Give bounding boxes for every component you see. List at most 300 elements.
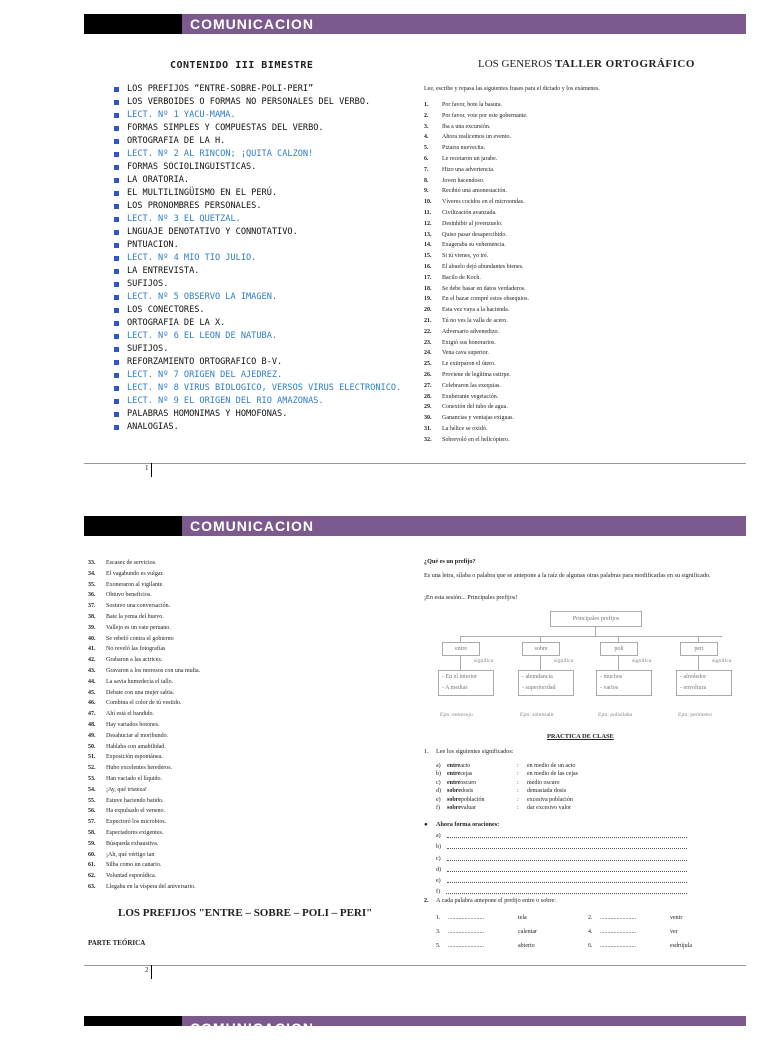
- toc-item-label: REFORZAMIENTO ORTOGRAFICO B-V.: [127, 357, 283, 367]
- toc-item-label: FORMAS SOCIOLINGUISTICAS.: [127, 162, 257, 172]
- phrase-number: 62.: [88, 873, 96, 880]
- phrase-item: [88, 644, 200, 655]
- ex1-word: [447, 804, 517, 812]
- phrase-text: Espectadores exigentes.: [106, 829, 164, 836]
- diagram-connector: [540, 655, 541, 670]
- toc-item-label: ORTOGRAFIA DE LA X.: [127, 318, 226, 328]
- toc-item: [114, 356, 401, 369]
- diagram-significa: significa: [474, 658, 494, 664]
- diagram-connector: [595, 626, 596, 636]
- oracion-line: [436, 854, 687, 865]
- phrase-item: [88, 742, 200, 753]
- toc-item-label: LECT. Nº 2 AL RINCON; ¡QUITA CALZON!: [127, 149, 314, 159]
- ex1-letter: e): [436, 796, 441, 803]
- phrase-number: 43.: [88, 667, 96, 674]
- toc-item-label: PALABRAS HOMONIMAS Y HOMOFONAS.: [127, 409, 288, 419]
- toc-item-label: LOS VERBOIDES O FORMAS NO PERSONALES DEL VERBO.: [127, 97, 371, 107]
- bullet-square-icon: [114, 360, 119, 365]
- bullet-square-icon: [114, 412, 119, 417]
- ex1-meaning: medio oscuro: [527, 779, 560, 786]
- phrase-text: Bate la yema del huevo.: [106, 613, 164, 620]
- diagram-connector: [460, 655, 461, 670]
- ex1-letter: d): [436, 788, 441, 795]
- ex2-word: abierto: [518, 943, 535, 949]
- ex1-colon: :: [517, 796, 519, 803]
- phrase-text: El abuelo dejó abundantes bienes.: [442, 263, 524, 270]
- ex1-item: [436, 787, 578, 795]
- ex1-item: [436, 804, 578, 812]
- page3-header: [84, 1016, 746, 1036]
- phrase-number: 55.: [88, 797, 96, 804]
- header-black-block: [84, 516, 182, 536]
- phrase-number: 40.: [88, 635, 96, 642]
- diagram-significa: significa: [712, 658, 732, 664]
- prefijo-definition: Es una letra, sílaba o palabra que se antepone a la raíz de algunas otras palabras para modificarlas en su significado.: [424, 572, 711, 579]
- phrase-number: 53.: [88, 775, 96, 782]
- phrase-number: 36.: [88, 592, 96, 599]
- phrase-number: 54.: [88, 786, 96, 793]
- bullet-square-icon: [114, 347, 119, 352]
- ex2-title: A cada palabra antepone el prefijo entre o sobre:: [436, 897, 556, 904]
- ex1-number: 1.: [424, 748, 429, 755]
- phrase-item: [424, 338, 529, 349]
- phrase-number: 30.: [424, 415, 432, 422]
- phrase-item: [88, 612, 200, 623]
- toc-item: [114, 382, 401, 395]
- ex2-number: 1.: [436, 915, 441, 921]
- ex2-word: venir: [670, 915, 683, 921]
- phrase-item: [424, 381, 529, 392]
- ex1-meaning: en medio de las cejas: [527, 771, 578, 778]
- toc-item: [114, 330, 401, 343]
- toc-item: [114, 291, 401, 304]
- bullet-square-icon: [114, 308, 119, 313]
- toc-item-label: LECT. Nº 7 ORIGEN DEL AJEDREZ.: [127, 370, 283, 380]
- ex2-number: 5.: [436, 943, 441, 949]
- bullet-square-icon: [114, 399, 119, 404]
- bullet-square-icon: [114, 282, 119, 287]
- oraciones-title: Ahora forma oraciones:: [436, 821, 500, 828]
- phrase-number: 27.: [424, 382, 432, 389]
- phrase-text: Ahora realicemos un evento.: [442, 134, 511, 141]
- bullet-square-icon: [114, 139, 119, 144]
- oracion-blank: [447, 842, 687, 849]
- phrase-item: [88, 698, 200, 709]
- toc-item: [114, 317, 401, 330]
- ex1-title: Lee los siguientes significados:: [436, 748, 514, 755]
- toc-item-label: LOS PREFIJOS “ENTRE-SOBRE-POLI-PERI”: [127, 84, 314, 94]
- ex2-blank: ........................: [600, 943, 636, 949]
- diagram-significa: significa: [632, 658, 652, 664]
- sesion-text: ¡En esta sesión... Principales prefijos!: [424, 594, 518, 601]
- ex1-meaning: en medio de un acto: [527, 763, 576, 769]
- oraciones-list: [436, 831, 687, 899]
- phrase-number: 38.: [88, 613, 96, 620]
- diagram-meaning: - alrededor: [680, 674, 707, 680]
- phrase-item: [88, 806, 200, 817]
- ex2-word: esdrújula: [670, 943, 692, 949]
- phrase-text: Si tú vienes, yo iré.: [442, 253, 489, 260]
- header-title: COMUNICACION: [182, 516, 746, 536]
- ex1-letter: b): [436, 771, 441, 778]
- phrase-number: 39.: [88, 624, 96, 631]
- phrase-text: Gravaron a los morosos con una multa.: [106, 667, 201, 674]
- toc-item: [114, 252, 401, 265]
- diagram-prefix-box: peri: [680, 642, 718, 656]
- phrase-item: [424, 370, 529, 381]
- phrase-item: [424, 240, 529, 251]
- toc-item: [114, 148, 401, 161]
- ex1-prefix: entre: [447, 779, 461, 786]
- phrase-number: 29.: [424, 404, 432, 411]
- phrase-number: 49.: [88, 732, 96, 739]
- page-number: 1: [145, 464, 149, 472]
- phrase-text: Silba como un canario.: [106, 862, 162, 869]
- phrase-text: Le recetaron un jarabe.: [442, 155, 498, 162]
- ex1-prefix: entre: [447, 763, 461, 769]
- phrases-list-1: [424, 100, 529, 446]
- phrase-text: Tú no ves la valla de acero.: [442, 317, 508, 324]
- phrase-text: Sostuvo una conversación.: [106, 603, 171, 610]
- phrase-number: 22.: [424, 328, 432, 335]
- toc-item-label: LA ENTREVISTA.: [127, 266, 200, 276]
- phrase-item: [424, 348, 529, 359]
- ex1-colon: :: [517, 779, 519, 786]
- oracion-letter: e): [436, 878, 441, 885]
- phrase-item: [424, 251, 529, 262]
- phrase-text: Se debe basar en datos verdaderos.: [442, 285, 526, 292]
- ex1-word: [447, 762, 517, 770]
- phrase-item: [424, 111, 529, 122]
- ex2-word: tela: [518, 915, 527, 921]
- toc-item: [114, 421, 401, 434]
- phrase-item: [424, 197, 529, 208]
- toc-item-label: ANALOGIAS.: [127, 422, 179, 432]
- phrase-item: [88, 752, 200, 763]
- toc-item: [114, 343, 401, 356]
- toc-item: [114, 239, 401, 252]
- phrase-text: Búsqueda exhaustiva.: [106, 840, 159, 847]
- phrase-number: 8.: [424, 177, 429, 184]
- bullet-square-icon: [114, 230, 119, 235]
- phrase-item: [88, 731, 200, 742]
- toc-item-label: LOS PRONOMBRES PERSONALES.: [127, 201, 262, 211]
- phrase-text: En el bazar compré estos obsequios.: [442, 296, 529, 303]
- phrase-item: [424, 359, 529, 370]
- phrase-text: Pizarra nuevecita.: [442, 145, 485, 152]
- toc-item: [114, 304, 401, 317]
- toc-item: [114, 161, 401, 174]
- phrase-text: Por favor, vote por este gobernante.: [442, 112, 528, 119]
- oracion-blank: [447, 854, 687, 861]
- phrase-number: 15.: [424, 253, 432, 260]
- bullet-square-icon: [114, 204, 119, 209]
- ex1-word: [447, 787, 517, 795]
- ex1-root: oscuro: [460, 779, 477, 786]
- phrase-item: [88, 677, 200, 688]
- ex1-word: [447, 796, 517, 804]
- phrase-text: La savia humedecía el tallo.: [106, 678, 174, 685]
- ex1-list: [436, 762, 578, 812]
- toc-item-label: PNTUACION.: [127, 240, 179, 250]
- oracion-line: [436, 865, 687, 876]
- diagram-meaning: - abundancia: [522, 674, 553, 680]
- phrase-number: 52.: [88, 765, 96, 772]
- phrase-number: 14.: [424, 242, 432, 249]
- ex2-blank: ........................: [448, 929, 484, 935]
- diagram-prefix-box: entre: [442, 642, 480, 656]
- phrase-number: 4.: [424, 134, 429, 141]
- toc-item-label: LA ORATORIA.: [127, 175, 190, 185]
- oracion-blank: [446, 887, 687, 894]
- toc-item: [114, 200, 401, 213]
- oracion-letter: f): [436, 889, 440, 896]
- phrase-text: Recibió una amonestación.: [442, 188, 507, 195]
- practica-de-clase: PRACTICA DE CLASE: [547, 733, 614, 740]
- bullet-square-icon: [114, 165, 119, 170]
- phrase-number: 31.: [424, 425, 432, 432]
- bullet-square-icon: [114, 295, 119, 300]
- toc-item-label: LECT. Nº 8 VIRUS BIOLOGICO, VERSOS VIRUS ELECTRONICO.: [127, 383, 402, 393]
- phrase-number: 7.: [424, 166, 429, 173]
- diagram-meaning-box: [676, 670, 732, 696]
- oracion-letter: c): [436, 855, 441, 862]
- phrase-number: 25.: [424, 361, 432, 368]
- phrase-item: [88, 580, 200, 591]
- ex2-word: calentar: [518, 929, 537, 935]
- ex1-item: [436, 796, 578, 804]
- phrase-item: [424, 132, 529, 143]
- generos-title: [478, 58, 695, 70]
- ex1-prefix: sobre: [447, 796, 461, 803]
- toc-item: [114, 226, 401, 239]
- ex2-grid: [436, 911, 720, 953]
- phrase-number: 44.: [88, 678, 96, 685]
- phrase-text: Hay variados botones.: [106, 721, 160, 728]
- phrase-item: [88, 569, 200, 580]
- phrase-item: [88, 688, 200, 699]
- phrase-item: [424, 435, 529, 446]
- phrase-text: Iba a una excursión.: [442, 123, 491, 130]
- phrase-text: Exposición espontánea.: [106, 754, 163, 761]
- que-es-prefijo: ¿Qué es un prefijo?: [424, 558, 476, 565]
- phrase-item: [424, 402, 529, 413]
- ex1-prefix: sobre: [447, 788, 461, 795]
- toc-item: [114, 83, 401, 96]
- ex1-item: [436, 770, 578, 778]
- phrase-number: 33.: [88, 560, 96, 566]
- diagram-meaning: - En el interior: [442, 674, 478, 680]
- phrase-number: 32.: [424, 436, 432, 443]
- page2-header: [84, 516, 746, 536]
- phrase-text: ¡Ay, qué tristeza!: [106, 786, 147, 793]
- toc-item-label: SUFIJOS.: [127, 279, 169, 289]
- phrase-text: Hizo una advertencia.: [442, 166, 495, 173]
- toc-item-label: LECT. Nº 6 EL LEON DE NATUBA.: [127, 331, 278, 341]
- phrase-text: Exageraba su vehemencia.: [442, 242, 506, 249]
- ex2-blank: ........................: [448, 915, 484, 921]
- phrase-item: [88, 817, 200, 828]
- phrase-text: Conexión del tubo de agua.: [442, 404, 508, 411]
- prefijos-diagram: [440, 608, 750, 726]
- ex1-root: dosis: [460, 788, 474, 795]
- phrase-number: 5.: [424, 145, 429, 152]
- phrase-item: [424, 262, 529, 273]
- prefijos-title: LOS PREFIJOS "ENTRE – SOBRE – POLI – PERI": [118, 907, 373, 919]
- phrase-number: 47.: [88, 711, 96, 718]
- bullet-square-icon: [114, 178, 119, 183]
- diagram-example: Ejm: sobresalir: [520, 712, 555, 718]
- oracion-line: [436, 842, 687, 853]
- diagram-example: Ejm: entrecejo: [440, 712, 473, 718]
- phrase-item: [424, 424, 529, 435]
- ex1-root: cejas: [460, 771, 473, 778]
- toc-item: [114, 278, 401, 291]
- bullet-square-icon: [114, 386, 119, 391]
- phrase-item: [88, 850, 200, 861]
- toc-item-label: LECT. Nº 1 YACU-MAMA.: [127, 110, 236, 120]
- diagram-meaning: - superioridad: [522, 685, 556, 691]
- phrase-item: [88, 623, 200, 634]
- phrase-text: Por favor, bote la basura.: [442, 102, 503, 108]
- ex1-colon: :: [517, 763, 519, 769]
- phrase-item: [424, 305, 529, 316]
- phrase-item: [88, 882, 200, 893]
- phrase-number: 19.: [424, 296, 432, 303]
- phrase-number: 34.: [88, 570, 96, 577]
- ex1-item: [436, 762, 578, 770]
- phrase-item: [88, 590, 200, 601]
- diagram-meaning: - muchos: [600, 674, 623, 680]
- phrase-number: 17.: [424, 274, 432, 281]
- phrase-text: Desahuciar al moribundo.: [106, 732, 169, 739]
- phrase-text: Quiso pasar desapercibido.: [442, 231, 507, 238]
- diagram-meaning: - envoltura: [680, 685, 707, 691]
- toc-item: [114, 174, 401, 187]
- diagram-connector: [460, 636, 722, 637]
- toc-item-label: LNGUAJE DENOTATIVO Y CONNOTATIVO.: [127, 227, 298, 237]
- oracion-line: [436, 876, 687, 887]
- phrase-number: 41.: [88, 646, 96, 653]
- bullet-square-icon: [114, 334, 119, 339]
- ex2-row: [436, 939, 720, 953]
- phrase-text: Le extirparon el útero.: [442, 361, 496, 368]
- phrases-list-2: [88, 558, 200, 893]
- page-number-bar: [151, 965, 152, 979]
- ex1-colon: :: [517, 771, 519, 778]
- phrase-item: [88, 655, 200, 666]
- page2-footer-line: [84, 965, 746, 966]
- toc-item-label: LECT. Nº 4 MIO TIO JULIO.: [127, 253, 257, 263]
- phrase-number: 3.: [424, 123, 429, 130]
- phrase-number: 21.: [424, 317, 432, 324]
- phrase-text: Obtuvo beneficios.: [106, 592, 152, 599]
- phrase-text: Joven hacendoso.: [442, 177, 485, 184]
- phrase-item: [88, 774, 200, 785]
- phrase-text: Estuve haciendo batido.: [106, 797, 164, 804]
- phrase-number: 6.: [424, 155, 429, 162]
- phrase-item: [88, 763, 200, 774]
- toc-item-label: SUFIJOS.: [127, 344, 169, 354]
- phrase-number: 1.: [424, 102, 429, 108]
- phrase-text: Proviene de legítima estirpe.: [442, 371, 511, 378]
- phrase-item: [424, 176, 529, 187]
- bullet-square-icon: [114, 425, 119, 430]
- phrase-item: [424, 294, 529, 305]
- header-title: COMUNICACION: [182, 14, 746, 34]
- toc-item: [114, 395, 401, 408]
- phrase-item: [424, 208, 529, 219]
- phrase-item: [424, 165, 529, 176]
- diagram-significa: significa: [554, 658, 574, 664]
- ex1-word: [447, 770, 517, 778]
- bullet-square-icon: [114, 100, 119, 105]
- ex1-meaning: dar excesivo valor: [527, 804, 571, 811]
- bullet-icon: ●: [424, 821, 428, 828]
- phrase-text: Expectoró los microbios.: [106, 819, 167, 826]
- generos-prefix: LOS GENEROS: [478, 58, 556, 70]
- bullet-square-icon: [114, 217, 119, 222]
- oracion-blank: [447, 876, 687, 883]
- phrase-text: El vagabundo es vulgar.: [106, 570, 164, 577]
- phrase-item: [424, 154, 529, 165]
- phrase-text: Sobrevoló en el helicóptero.: [442, 436, 510, 443]
- bullet-square-icon: [114, 373, 119, 378]
- phrase-item: [88, 828, 200, 839]
- toc-item: [114, 265, 401, 278]
- phrase-number: 51.: [88, 754, 96, 761]
- phrase-text: Hubo excelentes herederos.: [106, 765, 173, 772]
- phrase-number: 2.: [424, 112, 429, 119]
- phrase-text: Esta vez vaya a la hacienda.: [442, 307, 510, 314]
- phrase-number: 57.: [88, 819, 96, 826]
- phrase-text: Exigió sus honorarios.: [442, 339, 496, 346]
- phrase-item: [88, 666, 200, 677]
- oracion-letter: b): [436, 844, 441, 851]
- ex1-prefix: sobre: [447, 804, 461, 811]
- phrase-text: La hélice se oxidó.: [442, 425, 488, 432]
- phrase-text: Ahí está el bandido.: [106, 711, 154, 718]
- page1-header: [84, 14, 746, 34]
- bullet-square-icon: [114, 152, 119, 157]
- phrase-text: Ha expulsado el veneno.: [106, 808, 165, 815]
- phrase-number: 28.: [424, 393, 432, 400]
- phrase-number: 16.: [424, 263, 432, 270]
- diagram-example: Ejm: polisílaba: [598, 712, 633, 718]
- toc-item-label: LECT. Nº 5 OBSERVO LA IMAGEN.: [127, 292, 278, 302]
- parte-teorica: PARTE TEÓRICA: [88, 939, 146, 947]
- ex1-prefix: entre: [447, 771, 461, 778]
- diagram-connector: [618, 655, 619, 670]
- phrase-text: Vena cava superior.: [442, 350, 489, 357]
- bullet-square-icon: [114, 126, 119, 131]
- ex2-row: [436, 911, 720, 925]
- phrase-number: 37.: [88, 603, 96, 610]
- ex1-letter: a): [436, 763, 441, 769]
- ex2-number: 2.: [588, 915, 593, 921]
- toc-item: [114, 408, 401, 421]
- phrase-item: [424, 186, 529, 197]
- taller-ortografico: TALLER ORTOGRÁFICO: [555, 58, 695, 70]
- diagram-meaning-box: [438, 670, 494, 696]
- phrase-item: [424, 413, 529, 424]
- bullet-square-icon: [114, 191, 119, 196]
- ex1-item: [436, 779, 578, 787]
- toc-item-label: LECT. Nº 9 EL ORIGEN DEL RIO AMAZONAS.: [127, 396, 324, 406]
- ex2-blank: ........................: [448, 943, 484, 949]
- phrase-text: Civilización avanzada.: [442, 209, 497, 216]
- toc-item: [114, 187, 401, 200]
